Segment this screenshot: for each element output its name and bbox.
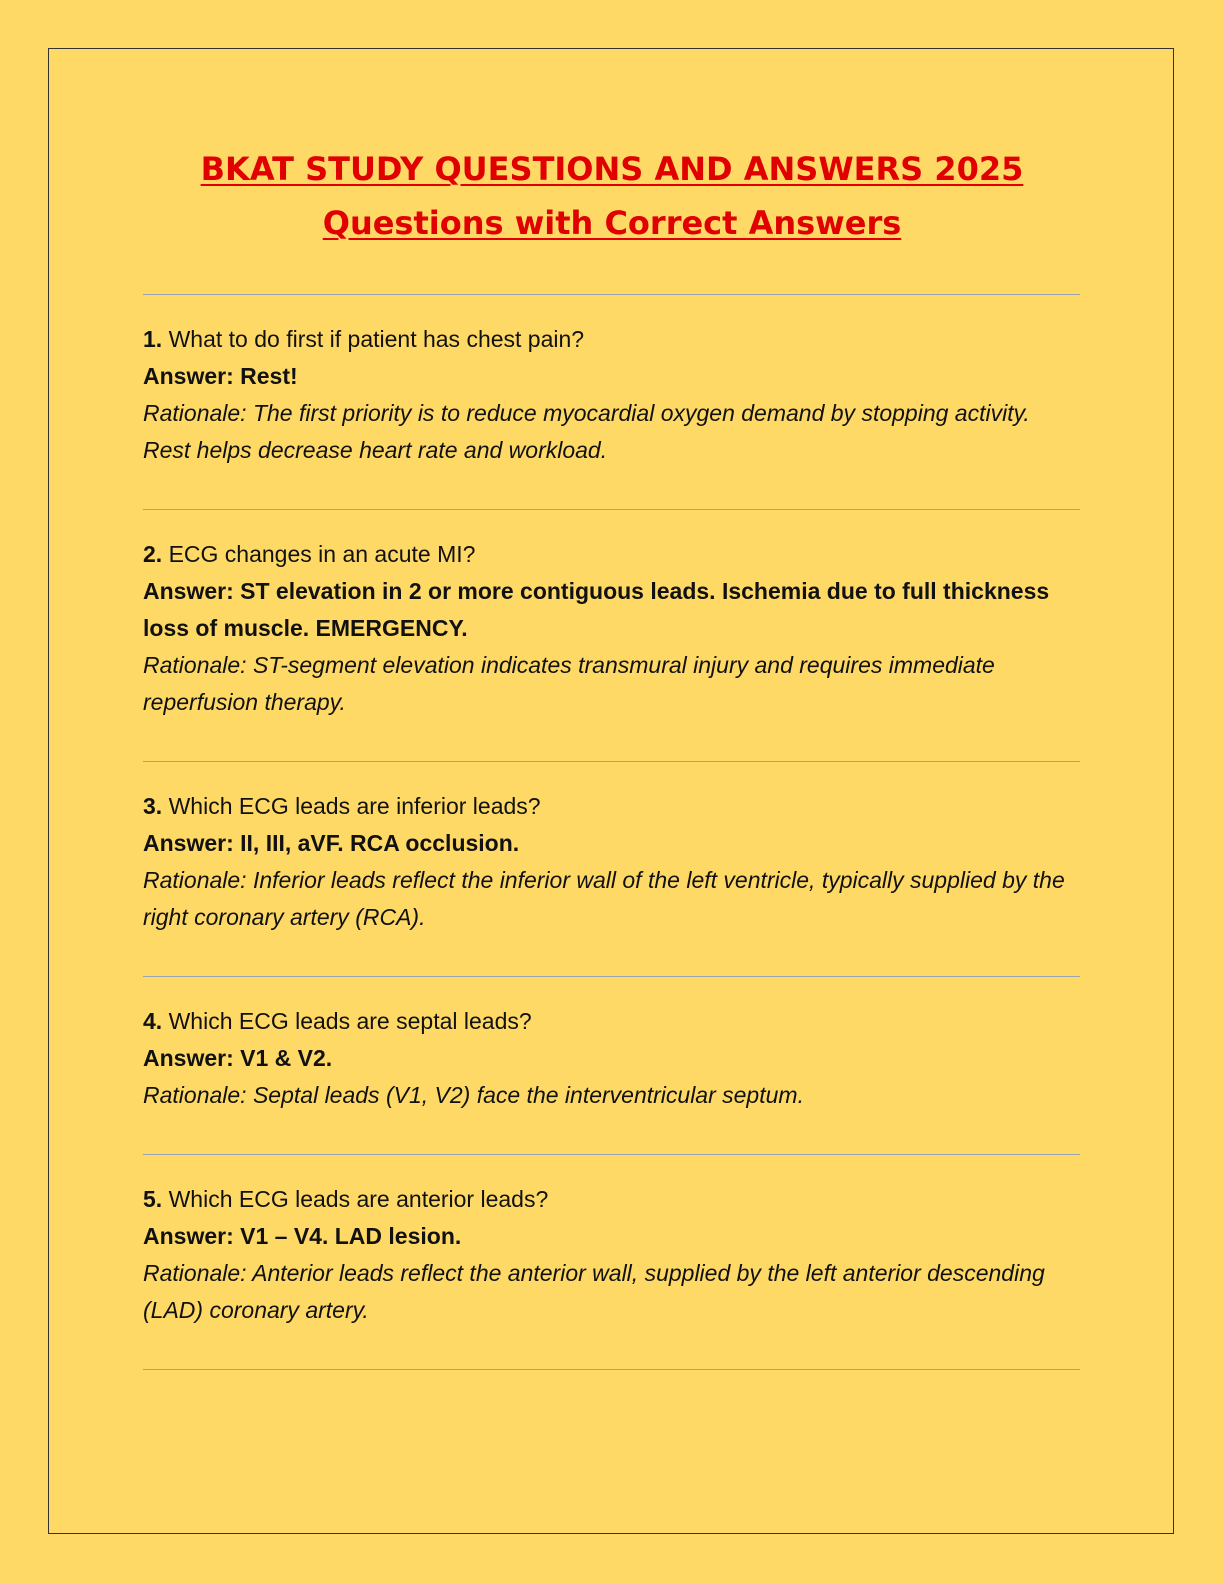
rationale-text: Rationale: Anterior leads reflect the anterior wall, supplied by the left anterior descending (LAD) coronary artery. (143, 1260, 1045, 1323)
document-subtitle: Questions with Correct Answers (322, 204, 902, 242)
question-text (143, 1181, 1080, 1218)
question-body: What to do first if patient has chest pain? (162, 326, 585, 352)
rationale-text: Rationale: ST-segment elevation indicates transmural injury and requires immediate reperfusion therapy. (143, 652, 995, 715)
answer-text: Answer: V1 – V4. LAD lesion. (143, 1223, 462, 1249)
answer-text: Answer: V1 & V2. (143, 1045, 333, 1071)
question-number: 2. (143, 541, 163, 567)
title-block (48, 142, 1176, 250)
question-body: Which ECG leads are septal leads? (162, 1008, 532, 1034)
rationale-text: Rationale: Septal leads (V1, V2) face the interventricular septum. (143, 1082, 804, 1108)
question-number: 3. (143, 793, 163, 819)
question-number: 4. (143, 1008, 163, 1034)
question-number: 5. (143, 1186, 163, 1212)
answer-text: Answer: II, III, aVF. RCA occlusion. (143, 830, 520, 856)
question-text (143, 321, 1080, 358)
question-body: Which ECG leads are inferior leads? (162, 793, 541, 819)
question-text (143, 788, 1080, 825)
rationale-text: Rationale: Inferior leads reflect the inferior wall of the left ventricle, typically supplied by the right coronary artery (RCA). (143, 867, 1065, 930)
qa-item-3 (143, 762, 1080, 976)
divider (143, 1369, 1080, 1370)
qa-item-2 (143, 510, 1080, 761)
question-text (143, 536, 1080, 573)
rationale-text: Rationale: The first priority is to reduce myocardial oxygen demand by stopping activity. Rest helps decrease heart rate and workload. (143, 400, 1030, 463)
answer-text: Answer: Rest! (143, 363, 298, 389)
qa-list (143, 294, 1080, 1370)
question-text (143, 1003, 1080, 1040)
qa-item-5 (143, 1155, 1080, 1369)
qa-item-1 (143, 295, 1080, 509)
question-body: ECG changes in an acute MI? (162, 541, 476, 567)
question-body: Which ECG leads are anterior leads? (162, 1186, 549, 1212)
question-number: 1. (143, 326, 163, 352)
qa-item-4 (143, 977, 1080, 1154)
document-title: BKAT STUDY QUESTIONS AND ANSWERS 2025 (200, 150, 1024, 188)
answer-text: Answer: ST elevation in 2 or more contiguous leads. Ischemia due to full thickness loss of muscle. EMERGENCY. (143, 578, 1050, 641)
